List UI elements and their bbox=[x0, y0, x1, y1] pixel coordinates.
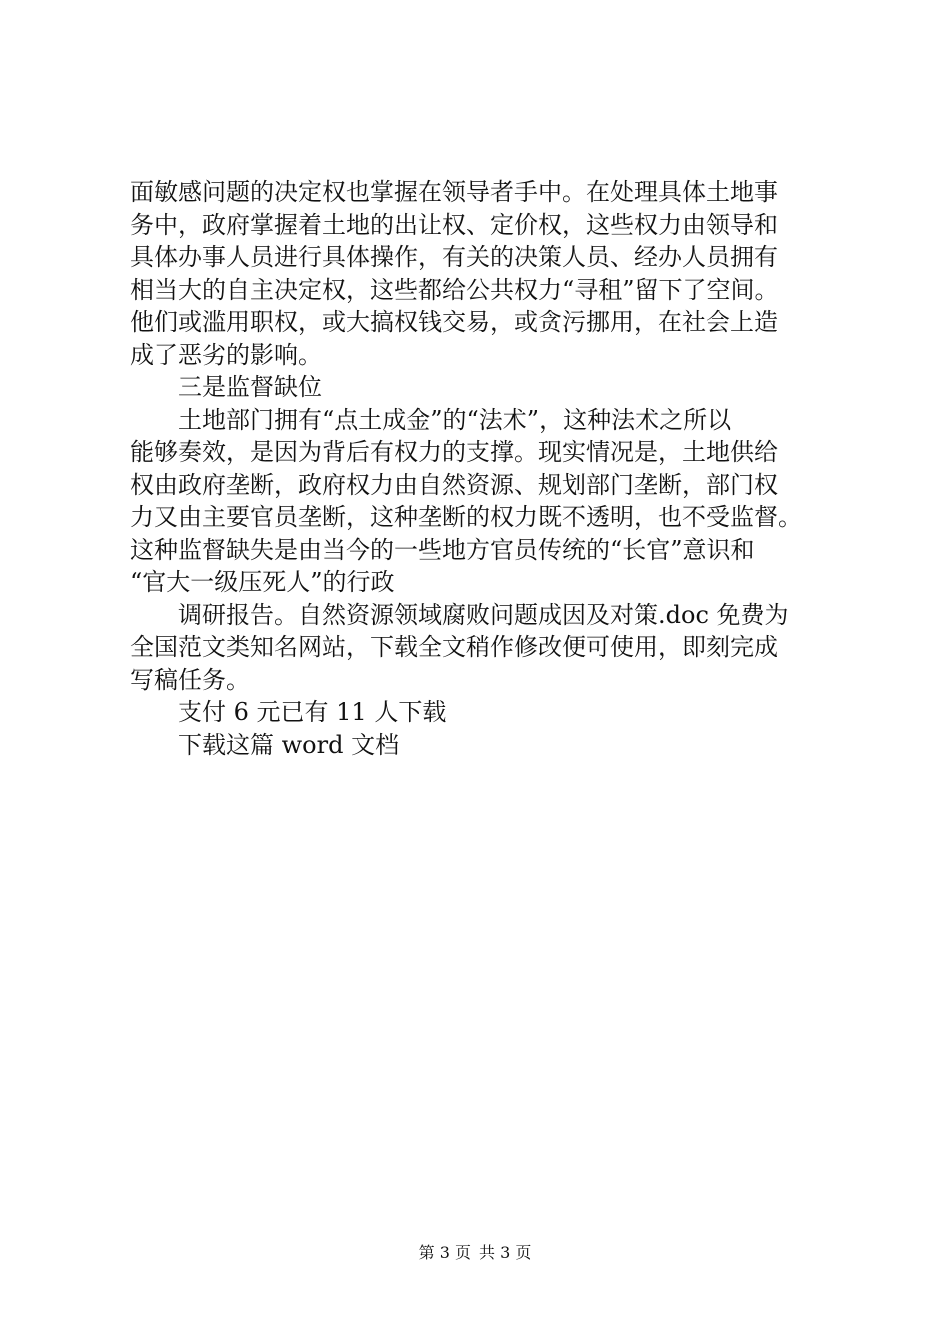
text-line: 具体办事人员进行具体操作，有关的决策人员、经办人员拥有 bbox=[130, 243, 778, 271]
download-document-link[interactable]: 下载这篇 word 文档 bbox=[178, 730, 400, 759]
text-line: 权由政府垄断，政府权力由自然资源、规划部门垄断，部门权 bbox=[130, 470, 778, 499]
text-line: 写稿任务。 bbox=[130, 665, 250, 694]
section-heading: 三是监督缺位 bbox=[178, 373, 322, 401]
download-price-text: 支付 6 元已有 11 人下载 bbox=[178, 698, 447, 726]
text-line: 力又由主要官员垄断，这种垄断的权力既不透明，也不受监督。 bbox=[130, 503, 802, 531]
text-line: 成了恶劣的影响。 bbox=[130, 340, 322, 369]
text-line: “官大一级压死人”的行政 bbox=[130, 568, 395, 596]
text-line: 这种监督缺失是由当今的一些地方官员传统的“长官”意识和 bbox=[130, 535, 755, 564]
text-line: 面敏感问题的决定权也掌握在领导者手中。在处理具体土地事 bbox=[130, 178, 778, 206]
page-number: 第 3 页 bbox=[418, 1243, 471, 1262]
text-line: 全国范文类知名网站，下载全文稍作修改便可使用，即刻完成 bbox=[130, 633, 778, 661]
text-line: 能够奏效，是因为背后有权力的支撑。现实情况是，土地供给 bbox=[130, 438, 778, 466]
text-line: 他们或滥用职权，或大搞权钱交易，或贪污挪用，在社会上造 bbox=[130, 308, 778, 336]
page-footer bbox=[0, 1243, 950, 1263]
document-body bbox=[130, 176, 830, 761]
text-line: 调研报告。自然资源领域腐败问题成因及对策.doc 免费为 bbox=[178, 600, 789, 629]
text-line: 相当大的自主决定权，这些都给公共权力“寻租”留下了空间。 bbox=[130, 275, 779, 304]
text-line: 土地部门拥有“点土成金”的“法术”，这种法术之所以 bbox=[178, 405, 732, 434]
page-total: 共 3 页 bbox=[479, 1243, 532, 1262]
text-line: 务中，政府掌握着土地的出让权、定价权，这些权力由领导和 bbox=[130, 210, 778, 239]
